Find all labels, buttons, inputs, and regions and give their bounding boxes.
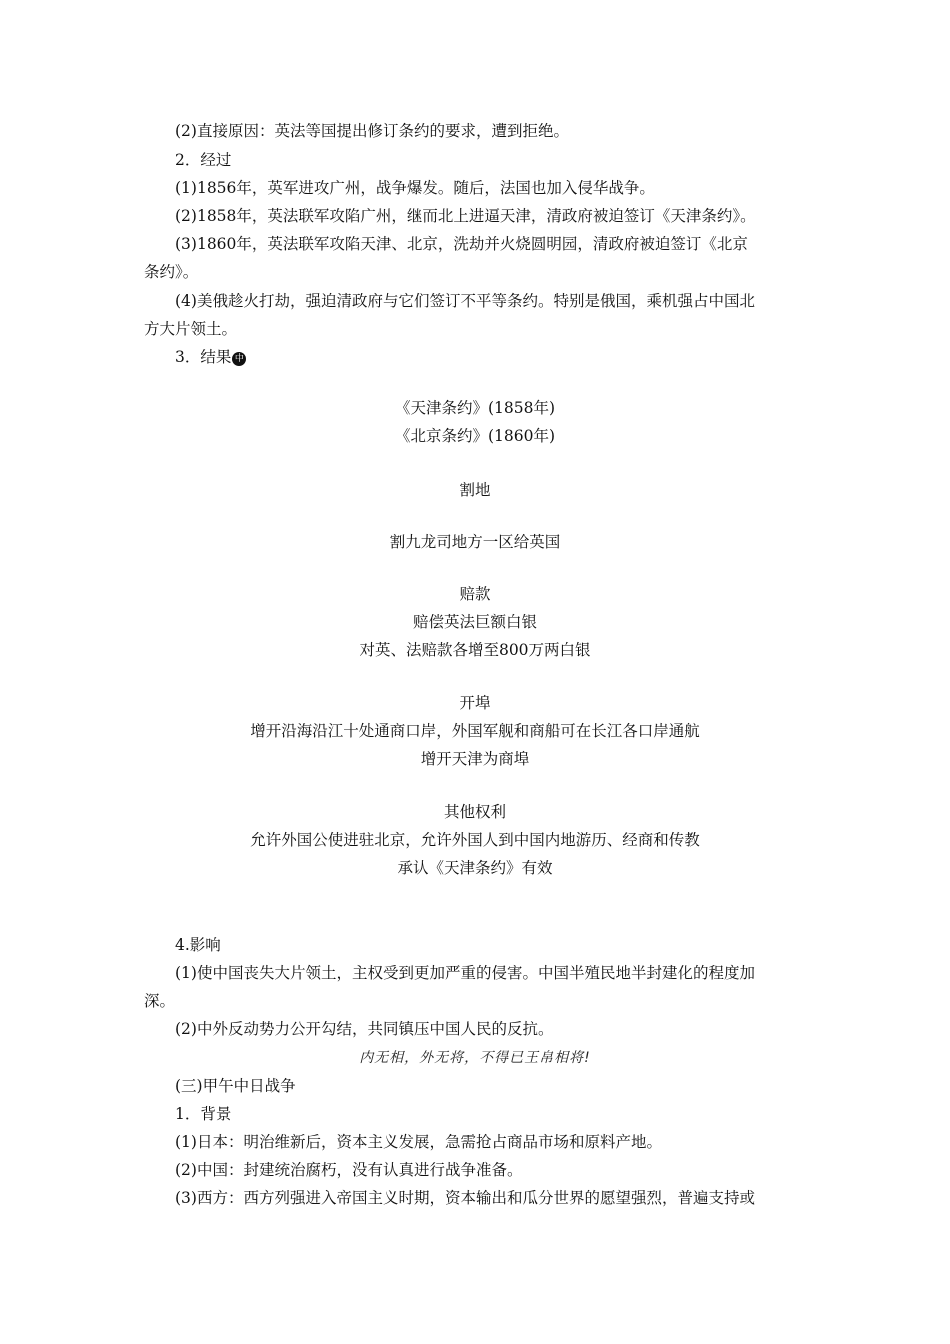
circled-char-icon: 中 [232,352,246,366]
impact-item-2: (2)中外反动势力公开勾结，共同镇压中国人民的反抗。 [175,1020,554,1038]
process-item-4: (4)美俄趁火打劫，强迫清政府与它们签订不平等条约。特别是俄国，乘机强占中国北 [175,292,755,310]
result-heading [175,347,246,367]
process-item-1: (1)1856年，英军进攻广州，战争爆发。随后，法国也加入侵华战争。 [175,179,655,197]
treaty-tianjin-title: 《天津条约》(1858年) [394,399,556,417]
process-item-4-continued: 方大片领土。 [144,320,238,338]
sino-japanese-war-title: (三)甲午中日战争 [175,1077,296,1095]
process-item-2: (2)1858年，英法联军攻陷广州，继而北上进逼天津，清政府被迫签订《天津条约》。 [175,207,756,225]
background-item-2: (2)中国：封建统治腐朽，没有认真进行战争准备。 [175,1161,523,1179]
ports-tianjin: 增开沿海沿江十处通商口岸，外国军舰和商船可在长江各口岸通航 [250,722,700,740]
ports-label: 开埠 [459,694,491,712]
ports-beijing: 增开天津为商埠 [420,750,530,768]
background-item-3: (3)西方：西方列强进入帝国主义时期，资本输出和瓜分世界的愿望强烈，普遍支持或 [175,1189,755,1207]
indemnity-label: 赔款 [459,585,491,603]
treaty-beijing-title: 《北京条约》(1860年) [394,427,556,445]
process-item-3: (3)1860年，英法联军攻陷天津、北京，洗劫并火烧圆明园，清政府被迫签订《北京 [175,235,748,253]
cession-content: 割九龙司地方一区给英国 [389,533,561,551]
cession-label: 割地 [459,481,491,499]
background-item-1: (1)日本：明治维新后，资本主义发展，急需抢占商品市场和原料产地。 [175,1133,662,1151]
rights-label: 其他权利 [443,803,506,821]
rights-beijing: 承认《天津条约》有效 [397,859,553,877]
handwritten-note: 内无相，外无将，不得已王帛相将! [359,1050,591,1066]
impact-item-1-continued: 深。 [144,992,176,1010]
direct-cause-paragraph: (2)直接原因：英法等国提出修订条约的要求，遭到拒绝。 [175,122,569,140]
background-heading: 1．背景 [175,1105,232,1123]
process-heading: 2．经过 [175,151,232,169]
indemnity-beijing: 对英、法赔款各增至800万两白银 [359,641,591,659]
rights-tianjin: 允许外国公使进驻北京，允许外国人到中国内地游历、经商和传教 [250,831,700,849]
impact-heading: 4.影响 [175,936,221,954]
result-heading-text: 3．结果 [175,348,232,366]
process-item-3-continued: 条约》。 [144,263,199,281]
impact-item-1: (1)使中国丧失大片领土，主权受到更加严重的侵害。中国半殖民地半封建化的程度加 [175,964,755,982]
indemnity-tianjin: 赔偿英法巨额白银 [412,613,537,631]
